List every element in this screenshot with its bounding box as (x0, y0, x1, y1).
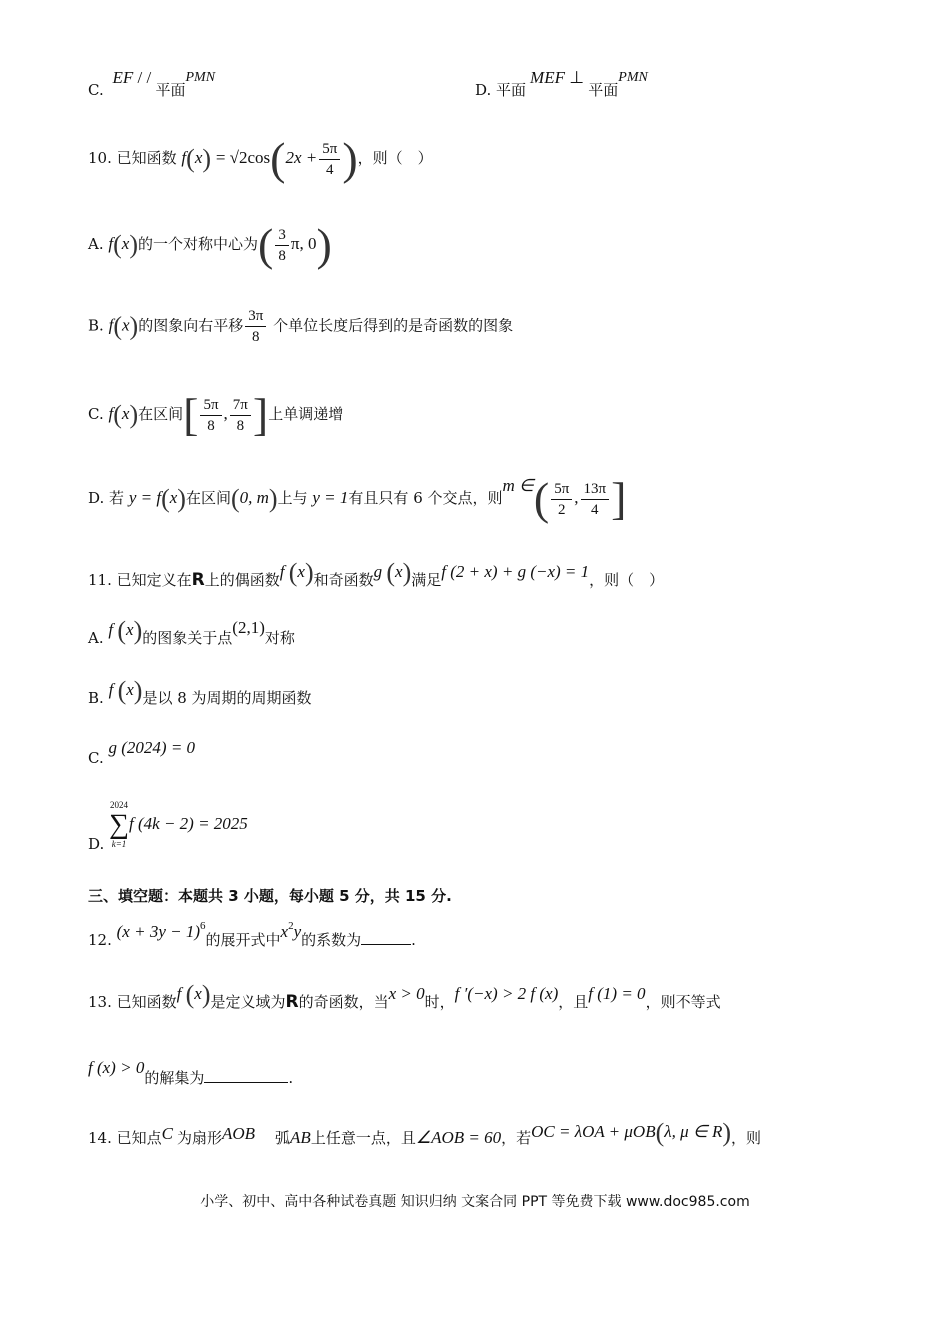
question-text: ，则 (731, 1129, 762, 1147)
math-tail: π, 0 (290, 234, 317, 253)
math-vector: OC = λOA + μOB (531, 1122, 656, 1141)
section-heading: 三、填空题：本题共 3 小题，每小题 5 分，共 15 分. (88, 887, 452, 905)
option-tail: 对称 (264, 629, 295, 647)
option-tail: 上单调递增 (268, 405, 344, 423)
math-pmn: PMN (185, 70, 216, 85)
fraction: $\frac{7\pi}{8}$ (230, 395, 251, 436)
question-text: 上任意一点，且 (310, 1129, 416, 1147)
math-point: (2,1) (232, 618, 265, 637)
q9-option-c (88, 68, 216, 102)
math-ef: EF (112, 68, 134, 87)
math-x: x (194, 148, 203, 167)
q10-stem: 10. 已知函数 f(x) = √2cos(2x + $\frac{5\pi}{4}$ )，则（ ） (88, 133, 433, 184)
math-arc: AB (290, 1128, 311, 1147)
math-expression: f (4k − 2) = 2025 (129, 814, 248, 833)
question-number: 12. (88, 931, 112, 949)
q13-line2: f (x) > 0的解集为 . (88, 1058, 294, 1087)
question-number: 11. 已知定义在 (88, 571, 192, 589)
math-f: f (181, 148, 187, 167)
option-text: 的图象关于点 (142, 629, 233, 647)
option-text: 上与 (277, 489, 308, 507)
option-label: B. (88, 316, 104, 335)
question-number: 13. 已知函数 (88, 993, 177, 1011)
question-text: 时， (424, 993, 455, 1011)
math-mef: MEF (530, 68, 565, 87)
fraction: $\frac{3}{8}$ (275, 225, 289, 266)
fraction: $\frac{5\pi}{4}$ (319, 139, 340, 180)
math-exp: 6 (200, 920, 206, 932)
q10-option-a: A. f(x)的一个对称中心为( $\frac{3}{8}$ π, 0) (88, 219, 332, 270)
math-condition: f (2 + x) + g (−x) = 1 (441, 562, 590, 581)
math-term: x (280, 922, 289, 941)
option-text: 是以 8 为周期的周期函数 (142, 689, 312, 707)
math-eq: = √2cos (215, 148, 271, 167)
fraction: $\frac{5\pi}{2}$ (551, 479, 572, 520)
q10-option-b: B. f(x)的图象向右平移 $\frac{3\pi}{8}$ 个单位长度后得到的是奇函数的图象 (88, 308, 514, 345)
option-text: 的图象向右平移 (138, 316, 244, 335)
q12: 12. $(x + 3y - 1)^6$的展开式中$x^2y$的系数为 . (88, 920, 416, 949)
math-arg: 2x + (285, 148, 318, 167)
option-label: C. (88, 81, 104, 99)
stem-suffix: ，则（ ） (357, 149, 433, 167)
math-yeq: y = 1 (312, 488, 349, 507)
question-text: 的系数为 (301, 931, 362, 949)
question-text: 的展开式中 (205, 931, 281, 949)
question-text: 弧 (275, 1129, 291, 1147)
math-R: R (285, 992, 299, 1012)
math-condition: f ′(−x) > 2 f (x) (454, 984, 559, 1003)
stem-text: 满足 (411, 571, 442, 589)
question-text: 是定义域为 (210, 993, 286, 1011)
option-label: D. 若 (88, 489, 125, 507)
math-condition: x > 0 (388, 984, 425, 1003)
q9-option-d (475, 68, 648, 102)
stem-text: 上的偶函数 (204, 571, 280, 589)
q13: 13. 已知函数f (x)是定义域为R的奇函数，当x > 0时，f ′(−x) > 2 f (x)，且f (1) = 0，则不等式 (88, 980, 721, 1012)
option-text: 在区间 (138, 405, 184, 423)
math-perp: ⊥ (564, 68, 589, 87)
question-text: 的解集为 (144, 1069, 205, 1087)
page-footer: 小学、初中、高中各种试卷真题 知识归纳 文案合同 PPT 等免费下载 www.doc985.com (200, 1194, 750, 1210)
question-text: ，若 (501, 1129, 532, 1147)
math-R: R (191, 570, 205, 590)
stem-text: 和奇函数 (313, 571, 374, 589)
q11-option-b: B. f (x)是以 8 为周期的周期函数 (88, 676, 312, 707)
fraction: $\frac{13\pi}{4}$ (581, 479, 610, 520)
option-label: A. (88, 235, 104, 253)
q11-option-c (88, 738, 196, 768)
plane-word: 平面 (155, 81, 186, 99)
q11-option-d (88, 800, 248, 853)
q10-option-c: C. f(x)在区间[ $\frac{5\pi}{8}$ , $\frac{7\pi}{8}$ ]上单调递增 (88, 389, 344, 440)
q14: 14. 已知点C 为扇形AOB 弧AB上任意一点，且∠AOB = 60，若OC = λOA + μOB(λ, μ ∈ R)，则 (88, 1118, 762, 1147)
option-text: 有且只有 6 个交点，则 (348, 489, 503, 507)
option-text: 在区间 (185, 489, 231, 507)
question-text: 的奇函数，当 (298, 993, 389, 1011)
stem-suffix: ，则（ ） (589, 571, 665, 589)
question-text: ，则不等式 (645, 993, 721, 1011)
option-label: D. 平面 (475, 81, 527, 99)
fraction: $\frac{3\pi}{8}$ (245, 306, 266, 347)
q10-option-d: D. 若 y = f(x)在区间(0, m)上与 y = 1有且只有 6 个交点，则m ∈( $\frac{5\pi}{2}$ , $\frac{13\pi}{4}$ ] (88, 473, 627, 524)
math-interval: 0, m (239, 488, 269, 507)
option-label: C. (88, 749, 104, 767)
answer-blank[interactable] (204, 1068, 288, 1083)
math-condition: f (1) = 0 (588, 984, 646, 1003)
math-sector: AOB (221, 1124, 256, 1143)
option-label: B. (88, 689, 104, 707)
answer-blank[interactable] (361, 930, 411, 945)
question-text: ，且 (558, 993, 589, 1011)
math-expression: f (x) > 0 (88, 1058, 145, 1077)
question-number: 14. 已知点 (88, 1129, 162, 1147)
math-poly: (x + 3y − 1) (116, 922, 200, 941)
math-parallel: / / (133, 68, 156, 87)
math-angle: ∠AOB = 60 (415, 1128, 502, 1147)
q11-stem: 11. 已知定义在R上的偶函数f (x)和奇函数g (x)满足f (2 + x) + g (−x) = 1，则（ ） (88, 558, 665, 590)
question-number: 10. 已知函数 (88, 149, 177, 167)
option-tail: 个单位长度后得到的是奇函数的图象 (273, 316, 514, 335)
summation: 2024 ∑ k=1 (109, 800, 130, 849)
option-text: 的一个对称中心为 (138, 235, 259, 253)
option-label: C. (88, 405, 104, 423)
q11-option-a: A. f (x)的图象关于点(2,1)对称 (88, 616, 295, 647)
option-label: A. (88, 629, 104, 647)
fraction: $\frac{5\pi}{8}$ (200, 395, 221, 436)
math-condition: λ, μ ∈ R (664, 1122, 723, 1141)
math-term: y (293, 922, 302, 941)
math-exp: 2 (288, 920, 294, 932)
math-expression: g (2024) = 0 (108, 738, 196, 757)
math-pmn: PMN (618, 70, 648, 85)
question-text: 为扇形 (176, 1129, 222, 1147)
plane-word: 平面 (588, 81, 619, 99)
option-label: D. (88, 835, 105, 853)
math-m: m ∈ (502, 476, 534, 495)
math-point: C (161, 1124, 173, 1143)
